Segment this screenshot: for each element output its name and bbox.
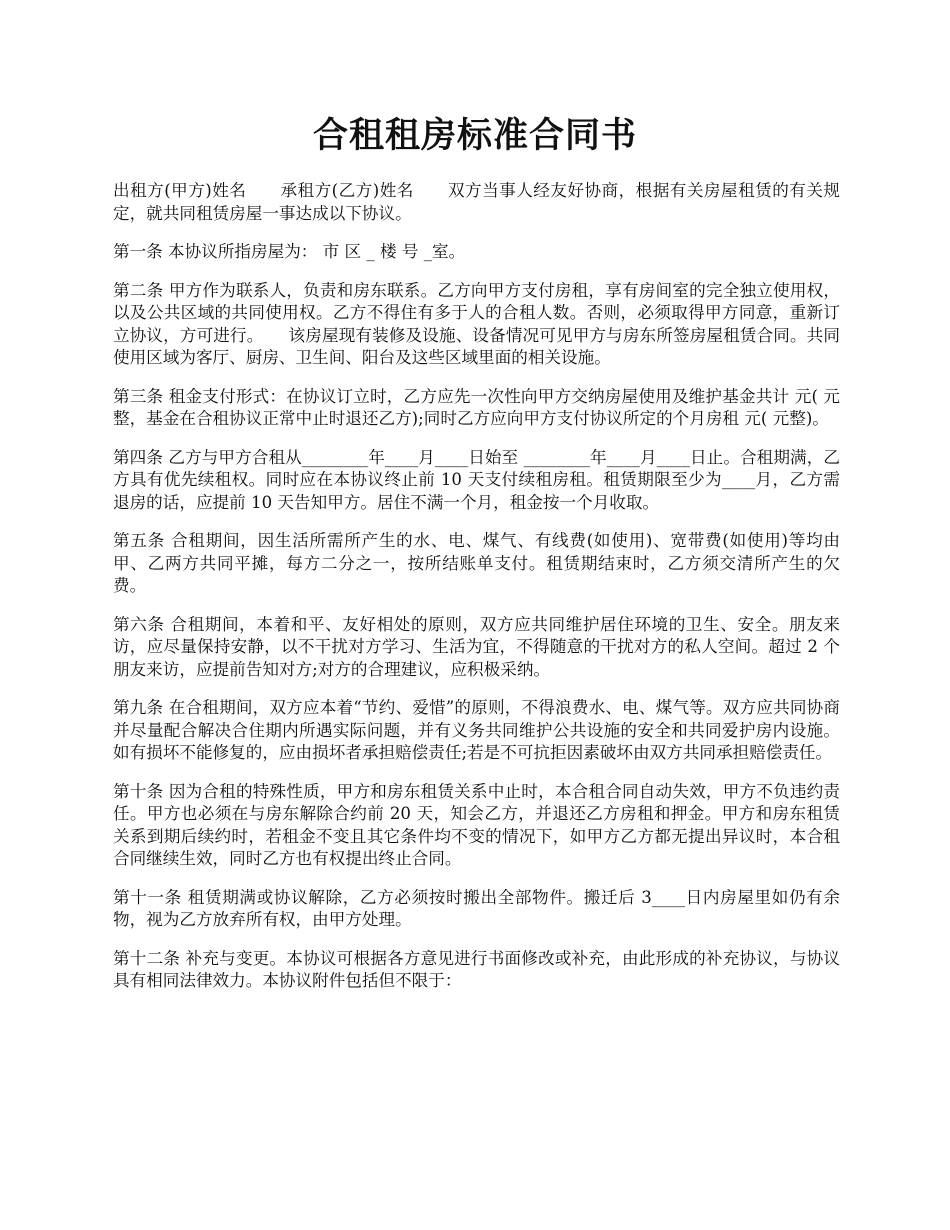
paragraph-parties: 出租方(甲方)姓名 承租方(乙方)姓名 双方当事人经友好协商，根据有关房屋租赁的有关规定，就共同租赁房屋一事达成以下协议。 (113, 181, 840, 223)
document-title: 合租租房标准合同书 (312, 115, 637, 156)
paragraph-article-12: 第十二条 补充与变更。本协议可根据各方意见进行书面修改或补充，由此形成的补充协议，与协议具有相同法律效力。本协议附件包括但不限于： (113, 948, 840, 990)
paragraph-article-9: 第九条 在合租期间，双方应本着“节约、爱惜”的原则，不得浪费水、电、煤气等。双方应共同协商并尽量配合解决合住期内所遇实际问题，并有义务共同维护公共设施的安全和共同爱护房内设施。如有损坏不能修复的，应由损坏者承担赔偿责任;若是不可抗拒因素破坏由双方共同承担赔偿责任。 (113, 698, 840, 762)
paragraph-article-1: 第一条 本协议所指房屋为： 市 区 _ 楼 号 _室。 (113, 242, 466, 261)
paragraph-article-3: 第三条 租金支付形式：在协议订立时，乙方应先一次性向甲方交纳房屋使用及维护基金共计 元( 元整，基金在合租协议正常中止时退还乙方);同时乙方应向甲方支付协议所定的个月房租 元( 元整)。 (113, 386, 840, 428)
paragraph-article-10: 第十条 因为合租的特殊性质，甲方和房东租赁关系中止时，本合租合同自动失效，甲方不负违约责任。甲方也必须在与房东解除合约前 20 天，知会乙方，并退还乙方房租和押金。甲方和房东租赁关系到期后续约时，若租金不变且其它条件均不变的情况下，如甲方乙方都无提出异议时，本合租合同继续生效，同时乙方也有权提出终止合同。 (113, 781, 840, 868)
document-body (113, 180, 840, 1009)
paragraph-article-2: 第二条 甲方作为联系人，负责和房东联系。乙方向甲方支付房租，享有房间室的完全独立使用权，以及公共区域的共同使用权。乙方不得住有多于人的合租人数。否则，必须取得甲方同意，重新订立协议，方可进行。 该房屋现有装修及设施、设备情况可见甲方与房东所签房屋租赁合同。共同使用区域为客厅、厨房、卫生间、阳台及这些区域里面的相关设施。 (113, 280, 840, 367)
paragraph-article-6: 第六条 合租期间，本着和平、友好相处的原则，双方应共同维护居住环境的卫生、安全。朋友来访，应尽量保持安静，以不干扰对方学习、生活为宜，不得随意的干扰对方的私人空间。超过 2 个朋友来访，应提前告知对方;对方的合理建议，应积极采纳。 (113, 614, 840, 679)
paragraph-article-5: 第五条 合租期间，因生活所需所产生的水、电、煤气、有线费(如使用)、宽带费(如使用)等均由甲、乙两方共同平摊，每方二分之一，按所结账单支付。租赁期结束时，乙方须交清所产生的欠费。 (113, 531, 840, 595)
paragraph-article-11: 第十一条 租赁期满或协议解除，乙方必须按时搬出全部物件。搬迁后 3____日内房屋里如仍有余物，视为乙方放弃所有权，由甲方处理。 (113, 887, 840, 929)
paragraph-article-4: 第四条 乙方与甲方合租从________年____月____日始至 ________年____月____日止。合租期满，乙方具有优先续租权。同时应在本协议终止前 10 天支付续租房租。租赁期限至少为____月，乙方需退房的话，应提前 10 天告知甲方。居住不满一个月，租金按一个月收取。 (113, 447, 840, 512)
